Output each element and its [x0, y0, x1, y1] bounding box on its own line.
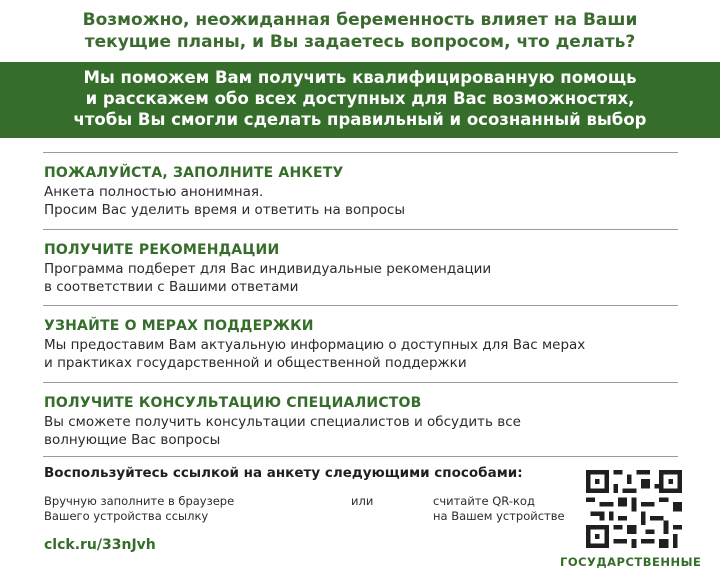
section-title: ПОЛУЧИТЕ КОНСУЛЬТАЦИЮ СПЕЦИАЛИСТОВ	[44, 395, 422, 411]
survey-link[interactable]: clck.ru/33nJvh	[44, 537, 156, 553]
qr-code-icon[interactable]	[586, 470, 682, 548]
section-text-line-2: и практиках государственной и общественной поддержки	[44, 355, 467, 371]
banner-line-2: и расскажем обо всех доступных для Вас возможностях,	[85, 89, 635, 108]
section-text-line-1: Анкета полностью анонимная.	[44, 184, 264, 200]
section-text-line-1: Вы сможете получить консультации специалистов и обсудить все	[44, 414, 521, 430]
banner-line-1: Мы поможем Вам получить квалифицированную помощь	[83, 68, 637, 87]
section-consultation	[44, 394, 684, 449]
headline-line-2: текущие планы, и Вы задаетесь вопросом, что делать?	[84, 32, 636, 52]
section-text-line-2: волнующие Вас вопросы	[44, 432, 221, 448]
section-support-measures	[44, 317, 684, 372]
option-browser	[44, 494, 234, 524]
headline	[0, 9, 720, 53]
section-text-line-1: Мы предоставим Вам актуальную информацию о доступных для Вас мерах	[44, 337, 586, 353]
divider	[43, 229, 678, 230]
divider	[43, 305, 678, 306]
section-title: ПОЖАЛУЙСТА, ЗАПОЛНИТЕ АНКЕТУ	[44, 165, 344, 181]
section-text-line-2: в соответствии с Вашими ответами	[44, 279, 299, 295]
or-text: или	[351, 494, 374, 508]
option-qr-line-1: считайте QR-код	[433, 494, 535, 508]
section-fill-survey	[44, 164, 684, 219]
section-text-line-2: Просим Вас уделить время и ответить на вопросы	[44, 202, 406, 218]
divider	[43, 382, 678, 383]
option-browser-line-1: Вручную заполните в браузере	[44, 494, 235, 508]
banner-line-3: чтобы Вы смогли сделать правильный и осознанный выбор	[73, 110, 647, 129]
cta-text: Воспользуйтесь ссылкой на анкету следующими способами:	[44, 465, 523, 481]
divider	[43, 456, 678, 457]
divider	[43, 152, 678, 153]
option-qr	[433, 494, 565, 524]
section-text-line-1: Программа подберет для Вас индивидуальные рекомендации	[44, 261, 492, 277]
section-title: УЗНАЙТЕ О МЕРАХ ПОДДЕРЖКИ	[44, 318, 314, 334]
footer-label: ГОСУДАРСТВЕННЫЕ	[560, 555, 702, 569]
option-browser-line-2: Вашего устройства ссылку	[44, 509, 209, 523]
option-qr-line-2: на Вашем устройстве	[433, 509, 565, 523]
section-title: ПОЛУЧИТЕ РЕКОМЕНДАЦИИ	[44, 242, 280, 258]
green-banner	[0, 62, 720, 138]
section-recommendations	[44, 241, 684, 296]
headline-line-1: Возможно, неожиданная беременность влияет на Ваши	[82, 10, 638, 30]
